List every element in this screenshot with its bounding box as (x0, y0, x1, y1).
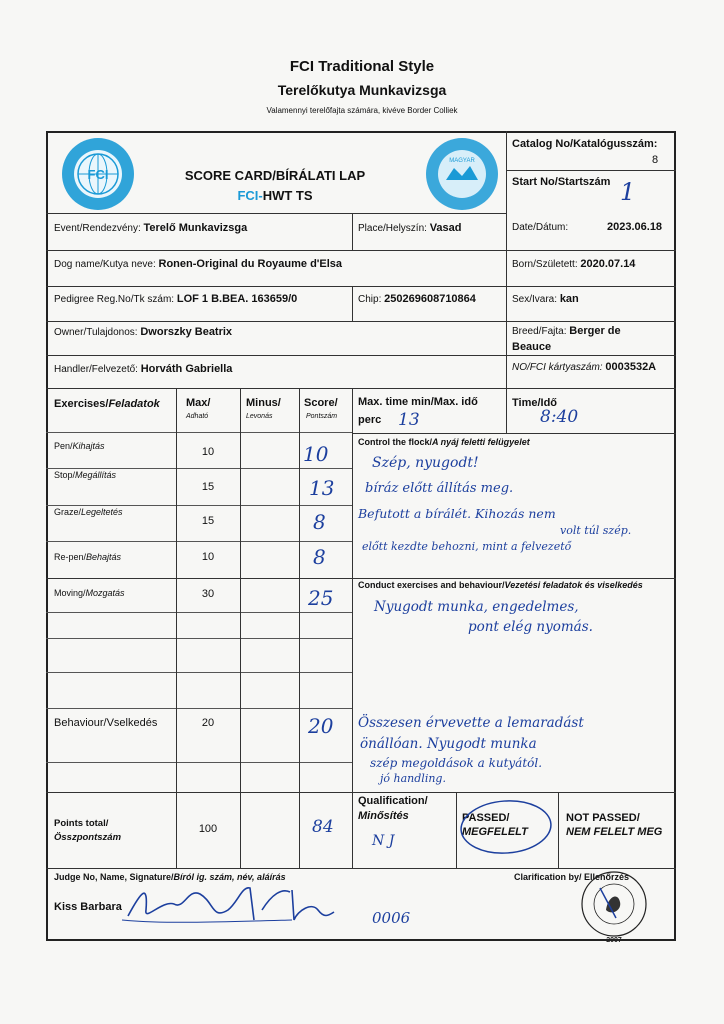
exercise-repen-label: Re-pen/Behajtás (54, 552, 122, 562)
club-logo-text: MAGYAR (449, 158, 475, 164)
total-max: 100 (198, 823, 218, 835)
behaviour-max: 20 (201, 717, 215, 729)
exercise-pen-label: Pen/Kihajtás (54, 441, 105, 451)
qualification-value: N J (372, 833, 395, 849)
not-passed-label-hu: NEM FELELT MEG (566, 826, 663, 838)
divider (506, 170, 676, 171)
catalog-label: Catalog No/Katalógusszám: (512, 138, 658, 150)
row-divider (46, 672, 352, 673)
behaviour-comment-4: jó handling. (380, 772, 446, 785)
total-label-hu: Összpontszám (54, 832, 122, 843)
control-comment-5: előtt kezdte behozni, mint a felvezető (362, 540, 572, 553)
exercise-repen-max: 10 (201, 551, 215, 563)
max-header: Max/ (186, 397, 211, 409)
divider (299, 388, 300, 868)
time-header: Time/Idő (512, 397, 558, 409)
passed-label-hu: MEGFELELT (462, 826, 528, 838)
place-value: Vasad (429, 222, 462, 234)
total-label: Points total/ (54, 818, 109, 829)
place-label: Place/Helyszín: (358, 223, 427, 234)
row-divider (46, 505, 352, 506)
exercises-header-hu: Feladatok (108, 398, 160, 410)
date-label: Date/Dátum: (512, 222, 569, 233)
divider (46, 792, 676, 793)
breed-value-line2: Beauce (512, 341, 552, 353)
breed-field (512, 325, 621, 337)
exercise-graze-score: 8 (313, 510, 326, 534)
row-divider (46, 541, 352, 542)
time-value: 8:40 (540, 407, 579, 427)
divider (352, 388, 353, 868)
stamp-year: 2007 (606, 937, 622, 944)
exercise-stop-label: Stop/Megállítás (54, 470, 117, 480)
pedigree-value: LOF 1 B.BEA. 163659/0 (176, 293, 298, 305)
control-label: Control the flock/A nyáj feletti felügyelet (358, 437, 530, 447)
divider (352, 433, 676, 434)
conduct-comment-1: Nyugodt munka, engedelmes, (374, 599, 579, 615)
start-value: 1 (620, 178, 636, 206)
fci-logo (60, 136, 136, 212)
card-title: SCORE CARD/BÍRÁLATI LAP (184, 168, 366, 183)
minus-header: Minus/ (246, 397, 281, 409)
divider (506, 388, 507, 433)
qualification-label: Qualification/ (358, 795, 428, 807)
divider (456, 792, 457, 868)
conduct-comment-2: pont elég nyomás. (468, 619, 593, 635)
exercise-graze-max: 15 (201, 515, 215, 527)
max-time-perc: perc (358, 414, 382, 426)
sex-value: kan (559, 293, 579, 305)
exercises-header (54, 398, 160, 410)
max-time-header: Max. time min/Max. idő (358, 396, 478, 408)
owner-value: Dworszky Beatrix (140, 326, 233, 338)
fci-card-label: NO/FCI kártyaszám: (512, 362, 603, 373)
fci-logo-text: FCI (87, 167, 109, 182)
handler-value: Horváth Gabriella (140, 363, 233, 375)
control-comment-1: Szép, nyugodt! (372, 455, 479, 471)
born-label: Born/Született: (512, 259, 578, 270)
divider (46, 578, 676, 579)
moving-max: 30 (201, 588, 215, 600)
document-title: FCI Traditional Style (289, 58, 435, 75)
divider (176, 388, 177, 868)
catalog-value: 8 (652, 154, 659, 166)
sex-field (512, 293, 579, 305)
score-header-hu: Pontszám (306, 413, 338, 420)
event-value: Terelő Munkavizsga (143, 222, 248, 234)
breed-value-line1: Berger de (569, 325, 621, 337)
divider (506, 250, 507, 388)
exercise-repen-score: 8 (313, 545, 326, 569)
row-divider (46, 612, 352, 613)
exercise-pen-score: 10 (303, 442, 329, 466)
club-logo (424, 136, 500, 212)
handler-field (54, 363, 232, 375)
row-divider (46, 638, 352, 639)
divider (46, 286, 676, 287)
event-field (54, 222, 247, 234)
control-comment-4: volt túl szép. (560, 524, 632, 537)
sex-label: Sex/Ivara: (512, 294, 558, 305)
max-time-value: 13 (398, 410, 420, 430)
judge-name: Kiss Barbara (54, 901, 122, 913)
pedigree-field (54, 293, 297, 305)
row-divider (46, 762, 352, 763)
passed-circle-mark (458, 797, 558, 857)
document-subtitle: Terelőkutya Munkavizsga (277, 82, 447, 98)
fci-card-field (512, 361, 656, 373)
owner-label: Owner/Tulajdonos: (54, 327, 138, 338)
club-stamp (572, 866, 662, 946)
not-passed-label: NOT PASSED/ (566, 812, 640, 824)
minus-header-hu: Levonás (246, 413, 273, 420)
behaviour-score: 20 (308, 714, 334, 738)
row-divider (46, 468, 352, 469)
card-code-prefix: FCI- (237, 188, 263, 203)
divider (46, 388, 676, 389)
judge-number: 0006 (372, 909, 411, 927)
clarification-label: Clarification by/ Ellenőrzés (514, 872, 630, 882)
exercises-header-label: Exercises/ (54, 398, 109, 410)
divider (46, 321, 676, 322)
divider (46, 213, 506, 214)
divider (558, 792, 559, 868)
max-header-hu: Adható (186, 413, 209, 420)
handler-label: Handler/Felvezető: (54, 364, 138, 375)
divider (46, 355, 676, 356)
conduct-label: Conduct exercises and behaviour/Vezetési feladatok és viselkedés (358, 580, 643, 590)
event-label: Event/Rendezvény: (54, 223, 141, 234)
row-divider (46, 708, 352, 709)
breed-label: Breed/Fajta: (512, 326, 567, 337)
row-divider (46, 432, 352, 433)
moving-score: 25 (308, 586, 334, 610)
exercise-stop-max: 15 (201, 481, 215, 493)
born-field (512, 258, 635, 270)
exercise-graze-label: Graze/Legeltetés (54, 507, 123, 517)
moving-label: Moving/Mozgatás (54, 588, 125, 598)
judge-label: Judge No, Name, Signature/Bíról ig. szám, név, aláírás (54, 872, 286, 882)
passed-label: PASSED/ (462, 812, 510, 824)
place-field (358, 222, 462, 234)
dog-value: Ronen-Original du Royaume d'Elsa (158, 258, 343, 270)
dog-field (54, 258, 342, 270)
start-label: Start No/Startszám (512, 176, 611, 188)
control-comment-2: bíráz előtt állítás meg. (365, 481, 514, 496)
document-note: Valamennyi terelőfajta számára, kivéve Border Colliek (266, 106, 458, 115)
behaviour-comment-3: szép megoldások a kutyától. (370, 756, 543, 770)
card-code (150, 188, 400, 203)
pedigree-label: Pedigree Reg.No/Tk szám: (54, 294, 175, 305)
behaviour-comment-2: önállóan. Nyugodt munka (360, 736, 537, 752)
score-header: Score/ (304, 397, 338, 409)
fci-card-value: 0003532A (605, 361, 657, 373)
born-value: 2020.07.14 (580, 258, 636, 270)
date-value: 2023.06.18 (607, 221, 663, 233)
judge-signature (122, 880, 342, 928)
chip-label: Chip: (358, 294, 382, 305)
divider (352, 213, 353, 250)
qualification-label-hu: Minősítés (358, 810, 409, 822)
exercise-stop-score: 13 (309, 476, 335, 500)
divider (506, 131, 507, 250)
divider (240, 388, 241, 868)
divider (46, 250, 676, 251)
chip-value: 250269608710864 (384, 293, 476, 305)
exercise-pen-max: 10 (201, 446, 215, 458)
dog-label: Dog name/Kutya neve: (54, 259, 156, 270)
chip-field (358, 293, 476, 305)
behaviour-label: Behaviour/Vselkedés (54, 717, 158, 729)
behaviour-comment-1: Összesen érvevette a lemaradást (358, 715, 584, 731)
divider (352, 286, 353, 321)
owner-field (54, 326, 232, 338)
card-code-suffix: HWT TS (262, 188, 313, 203)
total-score: 84 (312, 817, 334, 837)
control-comment-3: Befutott a bírálét. Kihozás nem (358, 506, 556, 521)
